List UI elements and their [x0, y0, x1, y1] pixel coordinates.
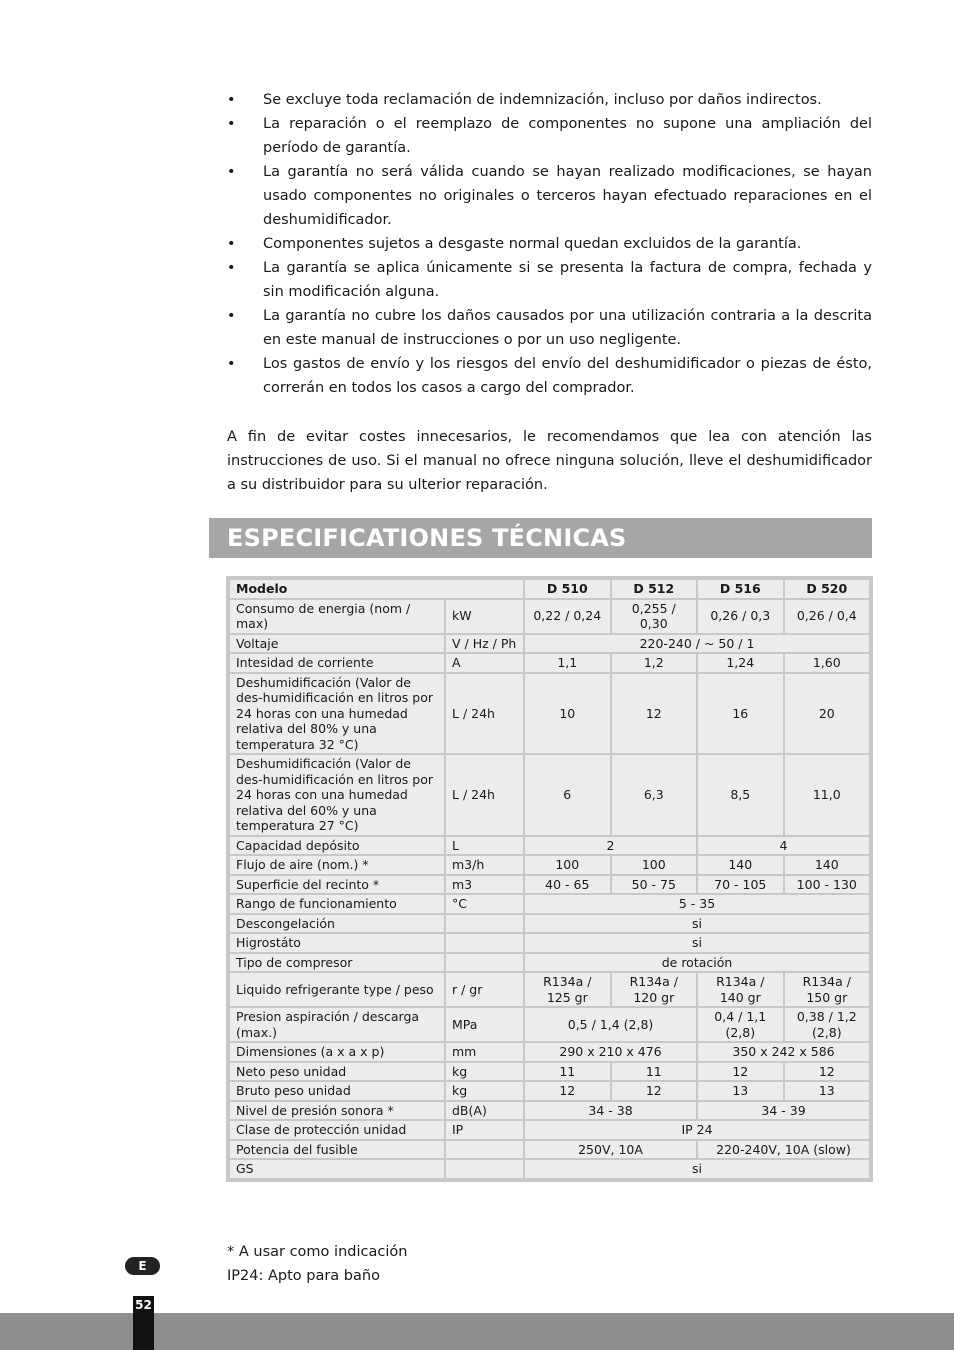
table-row	[229, 1007, 870, 1042]
row-value: 20	[784, 673, 871, 755]
table-row	[229, 836, 870, 856]
bullet-symbol: •	[227, 236, 236, 252]
bullet-symbol: •	[227, 308, 236, 324]
table-row	[229, 1140, 870, 1160]
advice-paragraph: A fin de evitar costes innecesarios, le recomendamos que lea con atención las instrucciones de uso. Si el manual no ofrece ninguna solución, lleve el deshumidificador a su distribuidor para su ulterior reparación.	[227, 429, 872, 493]
header-model: D 512	[611, 579, 698, 599]
row-label: Neto peso unidad	[229, 1062, 445, 1082]
row-value: 250V, 10A	[524, 1140, 697, 1160]
row-value: R134a / 125 gr	[524, 972, 611, 1007]
row-unit: kW	[445, 599, 524, 634]
row-value: 0,22 / 0,24	[524, 599, 611, 634]
bullet-item	[227, 304, 872, 352]
row-unit: dB(A)	[445, 1101, 524, 1121]
bullet-symbol: •	[227, 164, 236, 180]
table-row	[229, 599, 870, 634]
bullet-text: La garantía no cubre los daños causados por una utilización contraria a la descrita en este manual de instrucciones o por un uso negligente.	[263, 308, 872, 348]
section-header	[209, 518, 872, 558]
row-label: Bruto peso unidad	[229, 1081, 445, 1101]
row-value: 140	[784, 855, 871, 875]
row-value: 70 - 105	[697, 875, 784, 895]
row-unit: L / 24h	[445, 754, 524, 836]
row-value: 1,24	[697, 653, 784, 673]
row-value: R134a / 140 gr	[697, 972, 784, 1007]
section-title: ESPECIFICATIONES TÉCNICAS	[227, 524, 627, 552]
row-label: Clase de protección unidad	[229, 1120, 445, 1140]
bullet-item	[227, 232, 872, 256]
table-row	[229, 1081, 870, 1101]
footnote-ip24: IP24: Apto para baño	[227, 1268, 380, 1284]
bullet-item	[227, 352, 872, 400]
table-row	[229, 875, 870, 895]
language-badge: E	[125, 1257, 160, 1275]
row-label: Intesidad de corriente	[229, 653, 445, 673]
row-value: 6	[524, 754, 611, 836]
row-value: 10	[524, 673, 611, 755]
row-value: 12	[611, 673, 698, 755]
bullet-text: La garantía no será válida cuando se hayan realizado modificaciones, se hayan usado componentes no originales o terceros hayan efectuado reparaciones en el deshumidificador.	[263, 164, 872, 228]
row-value: 16	[697, 673, 784, 755]
bullet-symbol: •	[227, 356, 236, 372]
bullet-text: La garantía se aplica únicamente si se presenta la factura de compra, fechada y sin modificación alguna.	[263, 260, 872, 300]
table-row	[229, 653, 870, 673]
table-header-row	[229, 579, 870, 599]
row-value: 6,3	[611, 754, 698, 836]
row-label: Dimensiones (a x a x p)	[229, 1042, 445, 1062]
row-label: Potencia del fusible	[229, 1140, 445, 1160]
row-label: Liquido refrigerante type / peso	[229, 972, 445, 1007]
row-value: 350 x 242 x 586	[697, 1042, 870, 1062]
row-unit	[445, 933, 524, 953]
table-row	[229, 953, 870, 973]
row-label: Capacidad depósito	[229, 836, 445, 856]
table-row	[229, 894, 870, 914]
row-unit: V / Hz / Ph	[445, 634, 524, 654]
row-value: 0,26 / 0,4	[784, 599, 871, 634]
row-unit: IP	[445, 1120, 524, 1140]
bullet-item	[227, 112, 872, 160]
spec-table	[228, 578, 871, 1180]
table-row	[229, 1101, 870, 1121]
table-row	[229, 933, 870, 953]
header-model: D 520	[784, 579, 871, 599]
row-unit	[445, 953, 524, 973]
row-value: de rotación	[524, 953, 870, 973]
row-value: 100	[611, 855, 698, 875]
row-value: 0,255 / 0,30	[611, 599, 698, 634]
row-value: 0,5 / 1,4 (2,8)	[524, 1007, 697, 1042]
row-value: R134a / 120 gr	[611, 972, 698, 1007]
table-row	[229, 754, 870, 836]
bullet-item	[227, 88, 872, 112]
row-label: Descongelación	[229, 914, 445, 934]
bullet-item	[227, 256, 872, 304]
row-value: 50 - 75	[611, 875, 698, 895]
row-value: 13	[697, 1081, 784, 1101]
row-value: 12	[697, 1062, 784, 1082]
row-unit: m3	[445, 875, 524, 895]
row-value: 5 - 35	[524, 894, 870, 914]
row-value: 1,2	[611, 653, 698, 673]
bullet-text: Se excluye toda reclamación de indemnización, incluso por daños indirectos.	[263, 92, 822, 108]
row-unit: kg	[445, 1062, 524, 1082]
bullet-item	[227, 160, 872, 232]
table-row	[229, 1062, 870, 1082]
row-value: R134a / 150 gr	[784, 972, 871, 1007]
row-value: 34 - 38	[524, 1101, 697, 1121]
bullet-text: La reparación o el reemplazo de componentes no supone una ampliación del período de garantía.	[263, 116, 872, 156]
row-value: 11,0	[784, 754, 871, 836]
row-value: 220-240V, 10A (slow)	[697, 1140, 870, 1160]
row-value: 0,4 / 1,1 (2,8)	[697, 1007, 784, 1042]
row-unit: kg	[445, 1081, 524, 1101]
row-value: si	[524, 933, 870, 953]
row-value: 12	[784, 1062, 871, 1082]
row-value: 0,26 / 0,3	[697, 599, 784, 634]
row-unit: r / gr	[445, 972, 524, 1007]
page-tab	[133, 1296, 154, 1350]
row-value: 8,5	[697, 754, 784, 836]
row-value: IP 24	[524, 1120, 870, 1140]
row-unit: mm	[445, 1042, 524, 1062]
row-value: 2	[524, 836, 697, 856]
row-value: 4	[697, 836, 870, 856]
table-row	[229, 1120, 870, 1140]
table-row	[229, 855, 870, 875]
row-label: Higrostáto	[229, 933, 445, 953]
header-model: D 510	[524, 579, 611, 599]
row-label: Tipo de compresor	[229, 953, 445, 973]
row-label: Superficie del recinto *	[229, 875, 445, 895]
row-value: 0,38 / 1,2 (2,8)	[784, 1007, 871, 1042]
row-unit: MPa	[445, 1007, 524, 1042]
row-unit: °C	[445, 894, 524, 914]
row-value: 12	[611, 1081, 698, 1101]
row-value: 13	[784, 1081, 871, 1101]
row-label: Deshumidificación (Valor de des-humidificación en litros por 24 horas con una humedad relativa del 60% y una temperatura 27 °C)	[229, 754, 445, 836]
row-unit: L	[445, 836, 524, 856]
row-value: si	[524, 914, 870, 934]
row-value: 11	[524, 1062, 611, 1082]
header-model: D 516	[697, 579, 784, 599]
table-row	[229, 914, 870, 934]
table-row	[229, 634, 870, 654]
row-label: Presion aspiración / descarga (max.)	[229, 1007, 445, 1042]
header-label: Modelo	[229, 579, 524, 599]
bullet-text: Componentes sujetos a desgaste normal quedan excluidos de la garantía.	[263, 236, 802, 252]
row-value: 220-240 / ~ 50 / 1	[524, 634, 870, 654]
row-label: Nivel de presión sonora *	[229, 1101, 445, 1121]
spec-table-container	[226, 576, 873, 1182]
row-value: 1,1	[524, 653, 611, 673]
row-value: 34 - 39	[697, 1101, 870, 1121]
row-unit	[445, 914, 524, 934]
row-value: 100 - 130	[784, 875, 871, 895]
row-value: 11	[611, 1062, 698, 1082]
bullet-symbol: •	[227, 116, 236, 132]
row-unit	[445, 1159, 524, 1179]
row-value: 40 - 65	[524, 875, 611, 895]
page-number: 52	[135, 1298, 152, 1312]
table-row	[229, 1042, 870, 1062]
row-label: Voltaje	[229, 634, 445, 654]
table-row	[229, 972, 870, 1007]
row-value: si	[524, 1159, 870, 1179]
row-label: Deshumidificación (Valor de des-humidificación en litros por 24 horas con una humedad relativa del 80% y una temperatura 32 °C)	[229, 673, 445, 755]
row-label: GS	[229, 1159, 445, 1179]
row-value: 100	[524, 855, 611, 875]
row-unit	[445, 1140, 524, 1160]
row-unit: m3/h	[445, 855, 524, 875]
table-row	[229, 673, 870, 755]
row-value: 1,60	[784, 653, 871, 673]
row-unit: L / 24h	[445, 673, 524, 755]
row-label: Rango de funcionamiento	[229, 894, 445, 914]
table-row	[229, 1159, 870, 1179]
bullet-symbol: •	[227, 92, 236, 108]
row-label: Consumo de energia (nom / max)	[229, 599, 445, 634]
row-unit: A	[445, 653, 524, 673]
footnote-indicative: * A usar como indicación	[227, 1244, 408, 1260]
row-value: 12	[524, 1081, 611, 1101]
row-value: 140	[697, 855, 784, 875]
bullet-text: Los gastos de envío y los riesgos del envío del deshumidificador o piezas de ésto, correrán en todos los casos a cargo del comprador.	[263, 356, 872, 396]
row-value: 290 x 210 x 476	[524, 1042, 697, 1062]
row-label: Flujo de aire (nom.) *	[229, 855, 445, 875]
bullet-symbol: •	[227, 260, 236, 276]
warranty-bullet-list	[227, 88, 872, 400]
